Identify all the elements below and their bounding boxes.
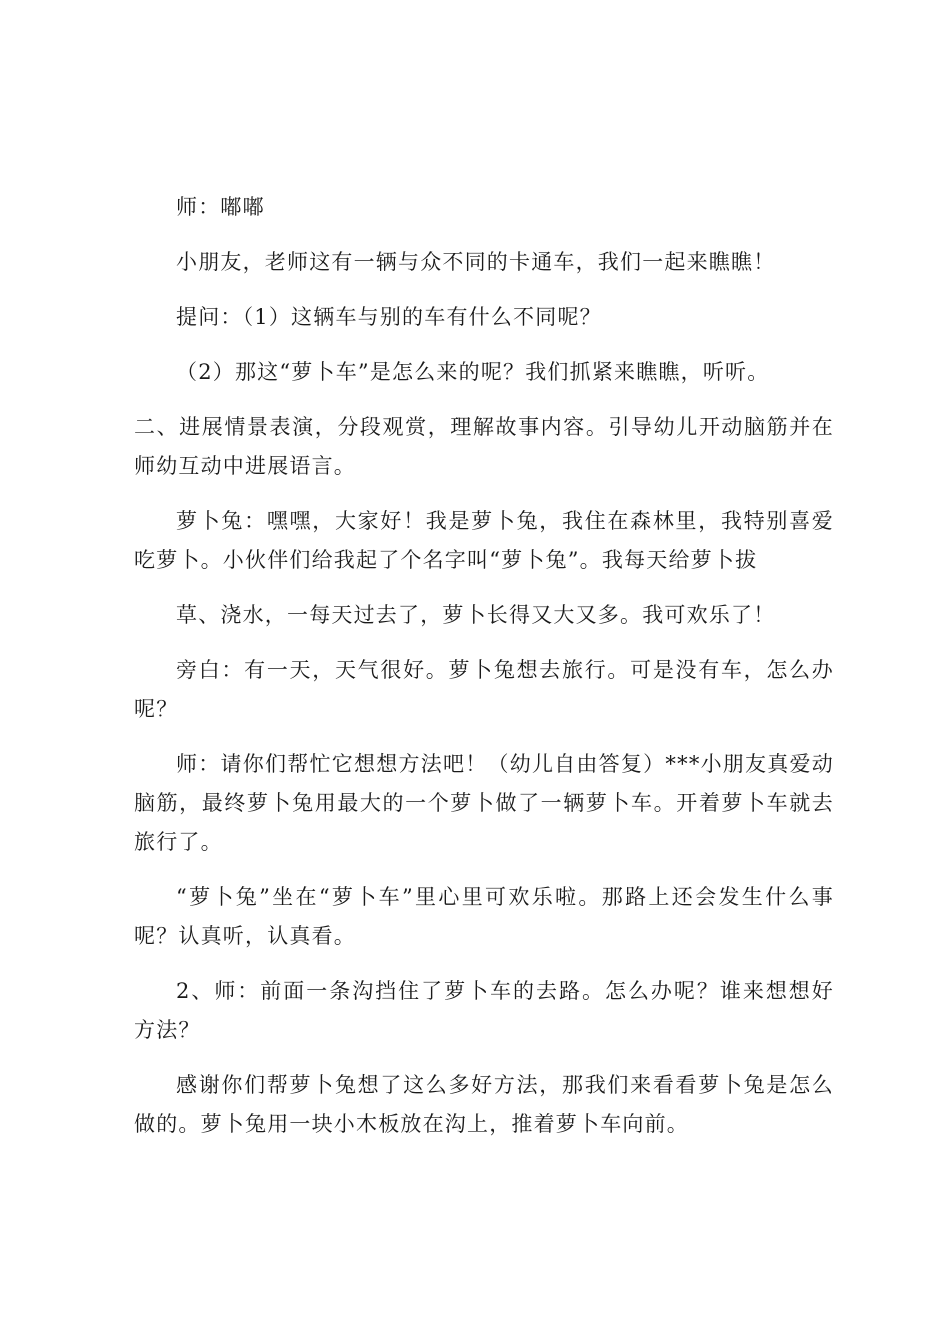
paragraph-ditch: 2、师：前面一条沟挡住了萝卜车的去路。怎么办呢？谁来想想好方法？ [134, 979, 834, 1042]
paragraph-rabbit-in-car: “萝卜兔”坐在“萝卜车”里心里可欢乐啦。那路上还会发生什么事呢？认真听，认真看。 [134, 885, 834, 948]
paragraph-teacher-dudu: 师：嘟嘟 [176, 195, 265, 219]
section-heading-two: 二、进展情景表演，分段观赏，理解故事内容。引导幼儿开动脑筋并在师幼互动中进展语言。 [134, 415, 834, 478]
paragraph-radish-rabbit-intro: 萝卜兔：嘿嘿，大家好！我是萝卜兔，我住在森林里，我特别喜爱吃萝卜。小伙伴们给我起了个名字叫“萝卜兔”。我每天给萝卜拔 [134, 509, 834, 572]
paragraph-question-2: （2）那这“萝卜车”是怎么来的呢？我们抓紧来瞧瞧，听听。 [176, 360, 770, 384]
paragraph-teacher-help: 师：请你们帮忙它想想方法吧！（幼儿自由答复）***小朋友真爱动脑筋，最终萝卜兔用最大的一个萝卜做了一辆萝卜车。开着萝卜车就去旅行了。 [134, 752, 834, 854]
paragraph-narrator: 旁白：有一天，天气很好。萝卜兔想去旅行。可是没有车，怎么办呢？ [134, 658, 834, 721]
paragraph-intro-cartoon-car: 小朋友，老师这有一辆与众不同的卡通车，我们一起来瞧瞧！ [176, 250, 776, 274]
paragraph-question-1: 提问：（1）这辆车与别的车有什么不同呢？ [176, 305, 602, 329]
paragraph-weeding-watering: 草、浇水，一每天过去了，萝卜长得又大又多。我可欢乐了！ [176, 603, 776, 627]
document-body [134, 188, 834, 1144]
paragraph-thanks: 感谢你们帮萝卜兔想了这么多好方法，那我们来看看萝卜兔是怎么做的。萝卜兔用一块小木板放在沟上，推着萝卜车向前。 [134, 1073, 834, 1136]
